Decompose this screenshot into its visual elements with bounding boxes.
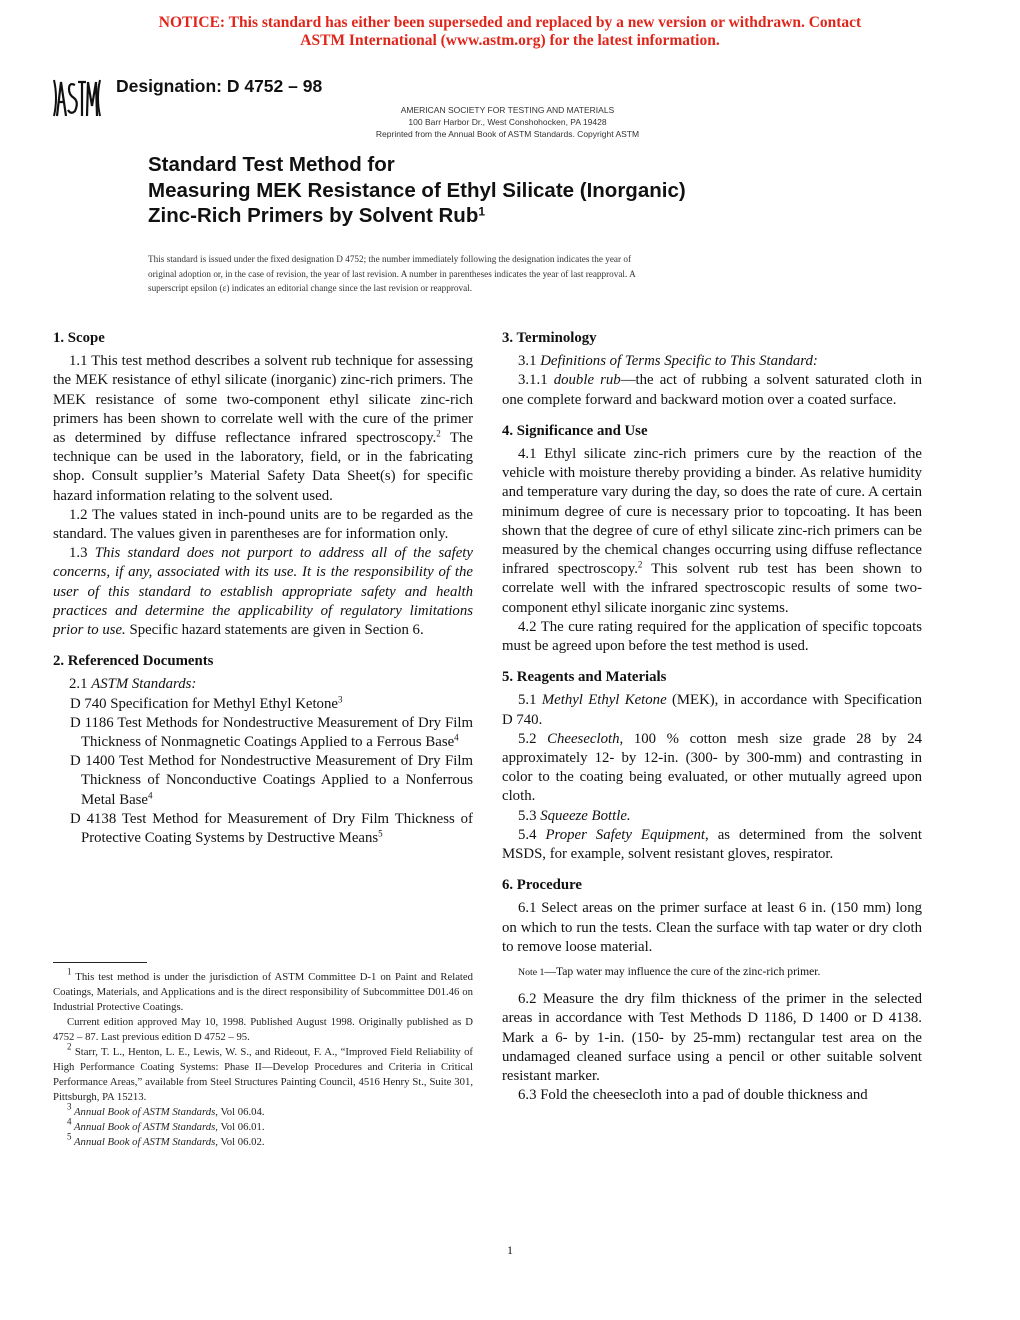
astm-logo-icon xyxy=(52,76,102,120)
procedure-6-3: 6.3 Fold the cheesecloth into a pad of double thickness and xyxy=(518,1087,868,1104)
title-footnote-mark: 1 xyxy=(478,204,486,219)
reference-d1186-text: D 1186 Test Methods for Nondestructive Measurement of Dry Film Thickness of Nonmagnetic Coatings Applied to a Ferrous Base xyxy=(70,714,473,751)
scope-1-3-end: Specific hazard statements are given in Section 6. xyxy=(125,622,424,639)
significance-heading: 4. Significance and Use xyxy=(502,422,648,439)
footnote-4-end: , Vol 06.01. xyxy=(215,1121,265,1133)
scope-1-1 xyxy=(53,352,473,506)
terminology-3-1-1 xyxy=(502,371,922,409)
procedure-heading: 6. Procedure xyxy=(502,877,582,894)
reference-d1400 xyxy=(53,752,473,810)
reagents-5-4-num: 5.4 xyxy=(518,826,546,843)
reagents-5-2 xyxy=(502,730,922,807)
footnote-1-sup: 1 xyxy=(67,966,72,977)
reagents-5-1-end: (MEK), in accordance with Specification D 740. xyxy=(502,692,923,728)
reagents-heading: 5. Reagents and Materials xyxy=(502,669,667,686)
note-1-label: Note 1 xyxy=(518,967,545,979)
reagents-5-1-italic: Methyl Ethyl Ketone xyxy=(541,692,667,709)
preamble-line-1: This standard is issued under the fixed designation D 4752; the number immediately following the designation indicates the year of xyxy=(148,254,631,264)
reference-d1400-text: D 1400 Test Method for Nondestructive Measurement of Dry Film Thickness of Nonconductive Coatings Applied to a Nonferrous Metal Base xyxy=(70,753,473,808)
footnote-1-edition: Current edition approved May 10, 1998. Published August 1998. Originally published as D 4752 – 87. Last previous edition D 4752 – 95. xyxy=(53,1016,473,1043)
references-2-1-num: 2.1 xyxy=(69,676,92,693)
document-title xyxy=(148,152,686,229)
scope-1-1-end: The technique can be used in the laboratory, field, or in the fabricating shop. Consult supplier’s Material Safety Data Sheet(s) for specific hazard information relating to the solvent used. xyxy=(53,430,473,504)
reagents-5-2-end: , 100 % cotton mesh size grade 28 by 24 approximately 12- by 12-in. (300- by 300-mm) and contrasting in color to the coating being evaluated, or other mutually agreed upon cloth. xyxy=(502,730,922,805)
reference-d1400-sup: 4 xyxy=(147,790,153,801)
reagents-5-3-num: 5.3 xyxy=(518,807,541,824)
footnote-divider xyxy=(53,962,147,963)
scope-1-3-italic: This standard does not purport to address all of the safety concerns, if any, associated with its use. It is the responsibility of the user of this standard to establish appropriate safety and health practices and determine the applicability of regulatory limitations prior to use. xyxy=(53,545,473,639)
significance-4-2: 4.2 The cure rating required for the application of specific topcoats must be agreed upon before the test method is used. xyxy=(502,618,922,655)
notice-line-2: ASTM International (www.astm.org) for the latest information. xyxy=(300,32,720,49)
reference-d4138 xyxy=(53,810,473,848)
title-line-2: Measuring MEK Resistance of Ethyl Silicate (Inorganic) xyxy=(148,178,686,202)
significance-4-1-text: 4.1 Ethyl silicate zinc-rich primers cure by the reaction of the vehicle with moisture thereby providing a binder. As relative humidity and temperature vary during the day, so does the rate of cure. A certain minimum degree of cure is necessary prior to topcoating. It has been shown that the degree of cure of ethyl silicate zinc-rich primers can be measured by the chemical changes occurring using diffuse reflectance infrared spectroscopy. xyxy=(502,446,922,578)
reference-d4138-text: D 4138 Test Method for Measurement of Dry Film Thickness of Protective Coating Systems by Destructive Means xyxy=(70,810,473,847)
right-column xyxy=(502,329,922,1105)
footnote-2 xyxy=(53,1041,473,1105)
footnote-1-text: This test method is under the jurisdiction of ASTM Committee D-1 on Paint and Related Coatings, Materials, and Applications and is the direct responsibility of Subcommittee D01.46 on Industrial Protective Coatings. xyxy=(53,971,473,1013)
reference-d740 xyxy=(53,695,473,714)
references-heading: 2. Referenced Documents xyxy=(53,653,214,670)
reagents-5-4-end: , as determined from the solvent MSDS, for example, solvent resistant gloves, respirator. xyxy=(502,826,923,863)
procedure-6-2: 6.2 Measure the dry film thickness of the primer in the selected areas in accordance with Test Methods D 1186, D 1400 or D 4138. Mark a 6- by 1-in. (150- by 25-mm) rectangular test area on the undamaged cleaned surface using a pencil or other suitable solvent resistant marker. xyxy=(502,991,922,1084)
preamble-line-2: original adoption or, in the case of revision, the year of last revision. A number in parentheses indicates the year of last reapproval. A xyxy=(148,268,636,279)
significance-4-1 xyxy=(502,445,922,618)
reagents-5-4-italic: Proper Safety Equipment xyxy=(545,826,706,843)
notice-line-1: NOTICE: This standard has either been superseded and replaced by a new version or withdrawn. Contact xyxy=(158,14,862,31)
note-1-text: —Tap water may influence the cure of the zinc-rich primer. xyxy=(544,965,821,979)
footnote-5 xyxy=(53,1131,473,1150)
designation: Designation: D 4752 – 98 xyxy=(116,76,323,96)
references-2-1 xyxy=(53,675,473,694)
footnote-3-sup: 3 xyxy=(67,1101,72,1112)
footnote-4-italic: Annual Book of ASTM Standards xyxy=(71,1121,216,1133)
scope-heading: 1. Scope xyxy=(53,330,105,346)
procedure-6-1: 6.1 Select areas on the primer surface at least 6 in. (150 mm) long on which to run the tests. Clean the surface with tap water or dry cloth to remove loose material. xyxy=(502,900,922,955)
footnote-2-sup: 2 xyxy=(67,1041,72,1052)
notice-banner xyxy=(0,14,1020,50)
significance-4-1-sup: 2 xyxy=(637,559,643,570)
terminology-3-1-1-num: 3.1.1 xyxy=(518,372,554,389)
reference-d1186 xyxy=(53,714,473,752)
page-number: 1 xyxy=(507,1243,513,1257)
society-address: 100 Barr Harbor Dr., West Conshohocken, PA 19428 xyxy=(408,117,607,127)
procedure-note-1 xyxy=(502,965,922,980)
terminology-3-1-italic: Definitions of Terms Specific to This Standard: xyxy=(540,353,818,370)
society-reprint: Reprinted from the Annual Book of ASTM Standards. Copyright ASTM xyxy=(375,129,640,139)
references-2-1-italic: ASTM Standards: xyxy=(91,676,197,693)
reagents-5-3 xyxy=(502,807,922,826)
reagents-5-2-italic: Cheesecloth xyxy=(547,730,620,747)
title-line-3 xyxy=(148,203,686,229)
footnote-5-sup: 5 xyxy=(67,1131,72,1142)
preamble xyxy=(148,252,828,296)
reagents-5-1-num: 5.1 xyxy=(518,692,542,709)
society-block xyxy=(300,104,715,140)
footnote-2-text: Starr, T. L., Henton, L. E., Lewis, W. S., and Rideout, F. A., “Improved Field Reliability of High Performance Coating Systems: Phase II—Develop Procedures and Criteria in Critical Performance Areas,” available from Steel Structures Painting Council, 4516 Henry St., Suite 301, Pittsburgh, PA 15213. xyxy=(53,1046,473,1103)
terminology-heading: 3. Terminology xyxy=(502,330,597,346)
preamble-line-3: superscript epsilon (ε) indicates an editorial change since the last revision or reapproval. xyxy=(148,283,473,294)
reference-d740-sup: 3 xyxy=(337,694,343,705)
footnote-3-end: , Vol 06.04. xyxy=(215,1106,265,1118)
left-column xyxy=(53,329,473,848)
scope-1-3-num: 1.3 xyxy=(69,545,95,562)
footnote-5-italic: Annual Book of ASTM Standards xyxy=(71,1136,216,1148)
footnote-3-italic: Annual Book of ASTM Standards xyxy=(71,1106,216,1118)
footnote-4 xyxy=(53,1116,473,1135)
scope-1-1-text: 1.1 This test method describes a solvent rub technique for assessing the MEK resistance of ethyl silicate (inorganic) zinc-rich primers. The MEK resistance of some two-component ethyl silicate zinc-rich primers has been shown to correlate well with the cure of the primer as determined by diffuse reflectance infrared spectroscopy. xyxy=(53,353,473,447)
title-line-1: Standard Test Method for xyxy=(148,153,395,176)
terminology-3-1-num: 3.1 xyxy=(518,353,541,370)
scope-1-2: 1.2 The values stated in inch-pound units are to be regarded as the standard. The values given in parentheses are for information only. xyxy=(53,506,473,543)
significance-4-1-end: This solvent rub test has been shown to correlate well with the infrared spectroscopic results of some two-component ethyl silicate inorganic zinc systems. xyxy=(502,561,922,616)
reference-d740-text: D 740 Specification for Methyl Ethyl Ketone xyxy=(70,695,338,712)
reference-d1186-sup: 4 xyxy=(454,732,459,743)
society-name: AMERICAN SOCIETY FOR TESTING AND MATERIALS xyxy=(400,105,615,115)
footnote-3 xyxy=(53,1101,473,1120)
terminology-3-1-1-end: —the act of rubbing a solvent saturated cloth in one complete forward and backward motion over a coated surface. xyxy=(502,372,923,408)
terminology-3-1 xyxy=(502,352,922,371)
footnote-1 xyxy=(53,966,473,1015)
title-line-3-text: Zinc-Rich Primers by Solvent Rub xyxy=(148,204,479,227)
footnote-5-end: , Vol 06.02. xyxy=(215,1136,265,1148)
footnotes xyxy=(53,966,473,1150)
reagents-5-2-num: 5.2 xyxy=(518,730,548,747)
reagents-5-4 xyxy=(502,826,922,864)
scope-1-1-sup: 2 xyxy=(436,428,441,439)
scope-1-3 xyxy=(53,544,473,640)
reagents-5-1 xyxy=(502,691,922,729)
reference-d4138-sup: 5 xyxy=(378,828,383,839)
terminology-3-1-1-italic: double rub xyxy=(553,372,621,389)
footnote-4-sup: 4 xyxy=(67,1116,72,1127)
reagents-5-3-italic: Squeeze Bottle. xyxy=(540,807,631,824)
